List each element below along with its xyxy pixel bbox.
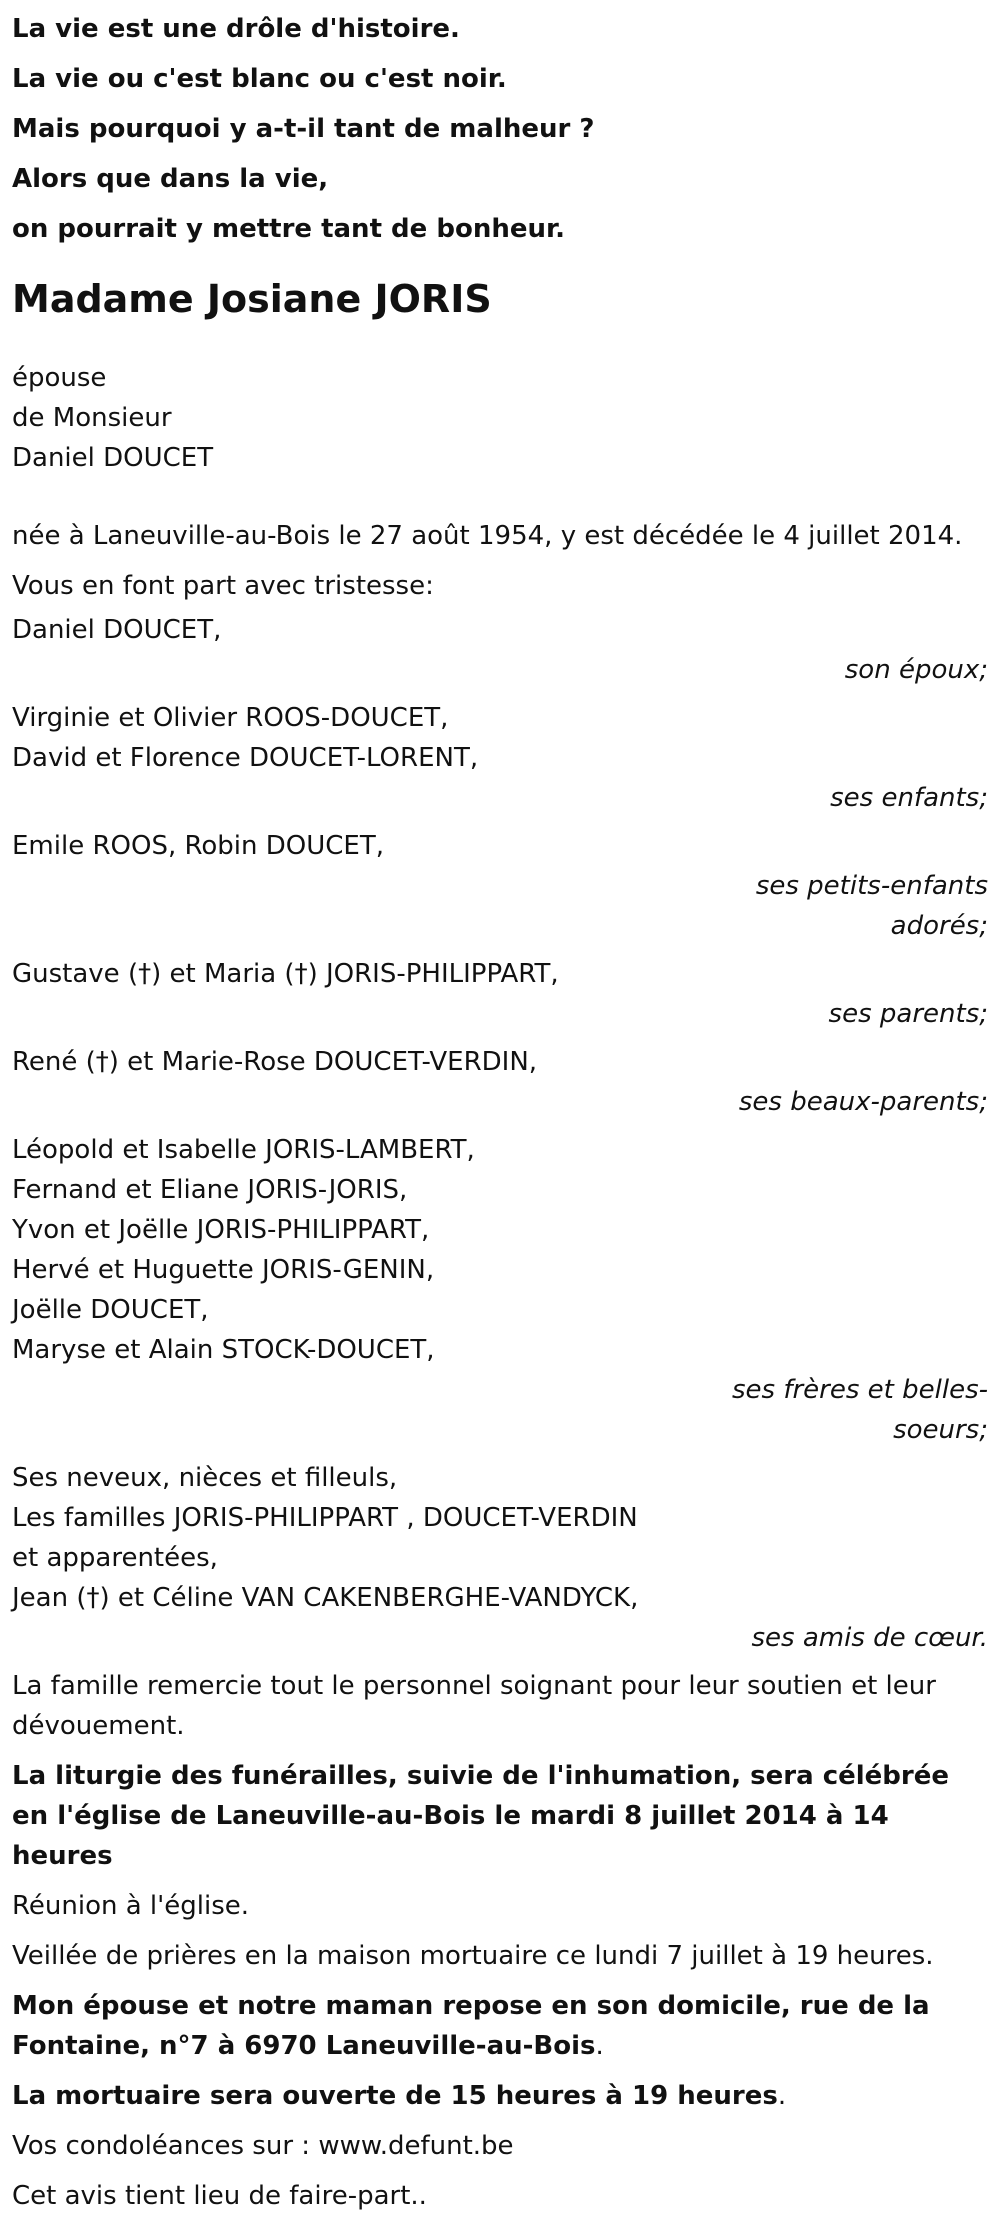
notice-text: Cet avis tient lieu de faire-part..: [12, 2181, 427, 2211]
family-name: Fernand et Eliane JORIS-JORIS,: [12, 1175, 408, 1205]
poem-line: Mais pourquoi y a-t-il tant de malheur ?: [12, 114, 595, 144]
deceased-name: Madame Josiane JORIS: [12, 277, 492, 321]
family-name: Daniel DOUCET,: [12, 615, 222, 645]
family-name: Léopold et Isabelle JORIS-LAMBERT,: [12, 1135, 475, 1165]
family-relation: ses parents;: [828, 999, 988, 1029]
family-name: Virginie et Olivier ROOS-DOUCET,: [12, 703, 449, 733]
family-relation: ses frères et belles-soeurs;: [731, 1375, 988, 1445]
family-name: Hervé et Huguette JORIS-GENIN,: [12, 1255, 435, 1285]
family-name: Les familles JORIS-PHILIPPART , DOUCET-VERDIN: [12, 1503, 638, 1533]
poem-line: La vie est une drôle d'histoire.: [12, 14, 460, 44]
vigil-text: Veillée de prières en la maison mortuaire ce lundi 7 juillet à 19 heures.: [12, 1941, 934, 1971]
spouse-info: [12, 358, 988, 478]
family-relation: ses enfants;: [830, 783, 988, 813]
mortuary-end: .: [777, 2081, 787, 2111]
liturgy-text: La liturgie des funérailles, suivie de l'inhumation, sera célébrée en l'église de Laneuville-au-Bois le mardi 8 juillet 2014 à 14 heures: [12, 1761, 949, 1871]
family-group: [12, 954, 988, 1034]
family-name: Gustave (†) et Maria (†) JORIS-PHILIPPART,: [12, 959, 559, 989]
family-name: René (†) et Marie-Rose DOUCET-VERDIN,: [12, 1047, 538, 1077]
poem: [12, 4, 988, 254]
family-group: [12, 1042, 988, 1122]
family-group: [12, 1458, 988, 1658]
family-relation: ses amis de cœur.: [751, 1623, 988, 1653]
spouse-line: épouse: [12, 363, 107, 393]
family-name: Maryse et Alain STOCK-DOUCET,: [12, 1335, 435, 1365]
reunion-text: Réunion à l'église.: [12, 1891, 250, 1921]
family-name: Jean (†) et Céline VAN CAKENBERGHE-VANDYCK,: [12, 1583, 639, 1613]
poem-line: on pourrait y mettre tant de bonheur.: [12, 214, 565, 244]
family-relation: ses petits-enfants adorés;: [755, 871, 988, 941]
rest-bold: Mon épouse et notre maman repose en son domicile, rue de la Fontaine, n°7 à 6970 Laneuville-au-Bois: [12, 1991, 930, 2061]
spouse-line: de Monsieur: [12, 403, 172, 433]
poem-line: Alors que dans la vie,: [12, 164, 329, 194]
family-group: [12, 610, 988, 690]
family-name: Yvon et Joëlle JORIS-PHILIPPART,: [12, 1215, 430, 1245]
family-name: Ses neveux, nièces et filleuls,: [12, 1463, 398, 1493]
birth-death: née à Laneuville-au-Bois le 27 août 1954, y est décédée le 4 juillet 2014.: [12, 521, 963, 551]
announcement: Vous en font part avec tristesse:: [12, 571, 434, 601]
thanks-text: La famille remercie tout le personnel soignant pour leur soutien et leur dévouement.: [12, 1671, 936, 1741]
family-relation: ses beaux-parents;: [738, 1087, 988, 1117]
condolences-text: Vos condoléances sur : www.defunt.be: [12, 2131, 514, 2161]
family-name: Joëlle DOUCET,: [12, 1295, 209, 1325]
rest-end: .: [595, 2031, 604, 2061]
family-group: [12, 1130, 988, 1450]
mortuary-bold: La mortuaire sera ouverte de 15 heures à 19 heures: [12, 2081, 778, 2111]
mortuary-text: [12, 2076, 988, 2116]
poem-line: La vie ou c'est blanc ou c'est noir.: [12, 64, 507, 94]
family-name: et apparentées,: [12, 1543, 218, 1573]
rest-text: [12, 1986, 988, 2066]
family-relation: son époux;: [844, 655, 988, 685]
family-name: Emile ROOS, Robin DOUCET,: [12, 831, 385, 861]
spouse-line: Daniel DOUCET: [12, 443, 214, 473]
family-group: [12, 826, 988, 946]
family-name: David et Florence DOUCET-LORENT,: [12, 743, 479, 773]
family-group: [12, 698, 988, 818]
